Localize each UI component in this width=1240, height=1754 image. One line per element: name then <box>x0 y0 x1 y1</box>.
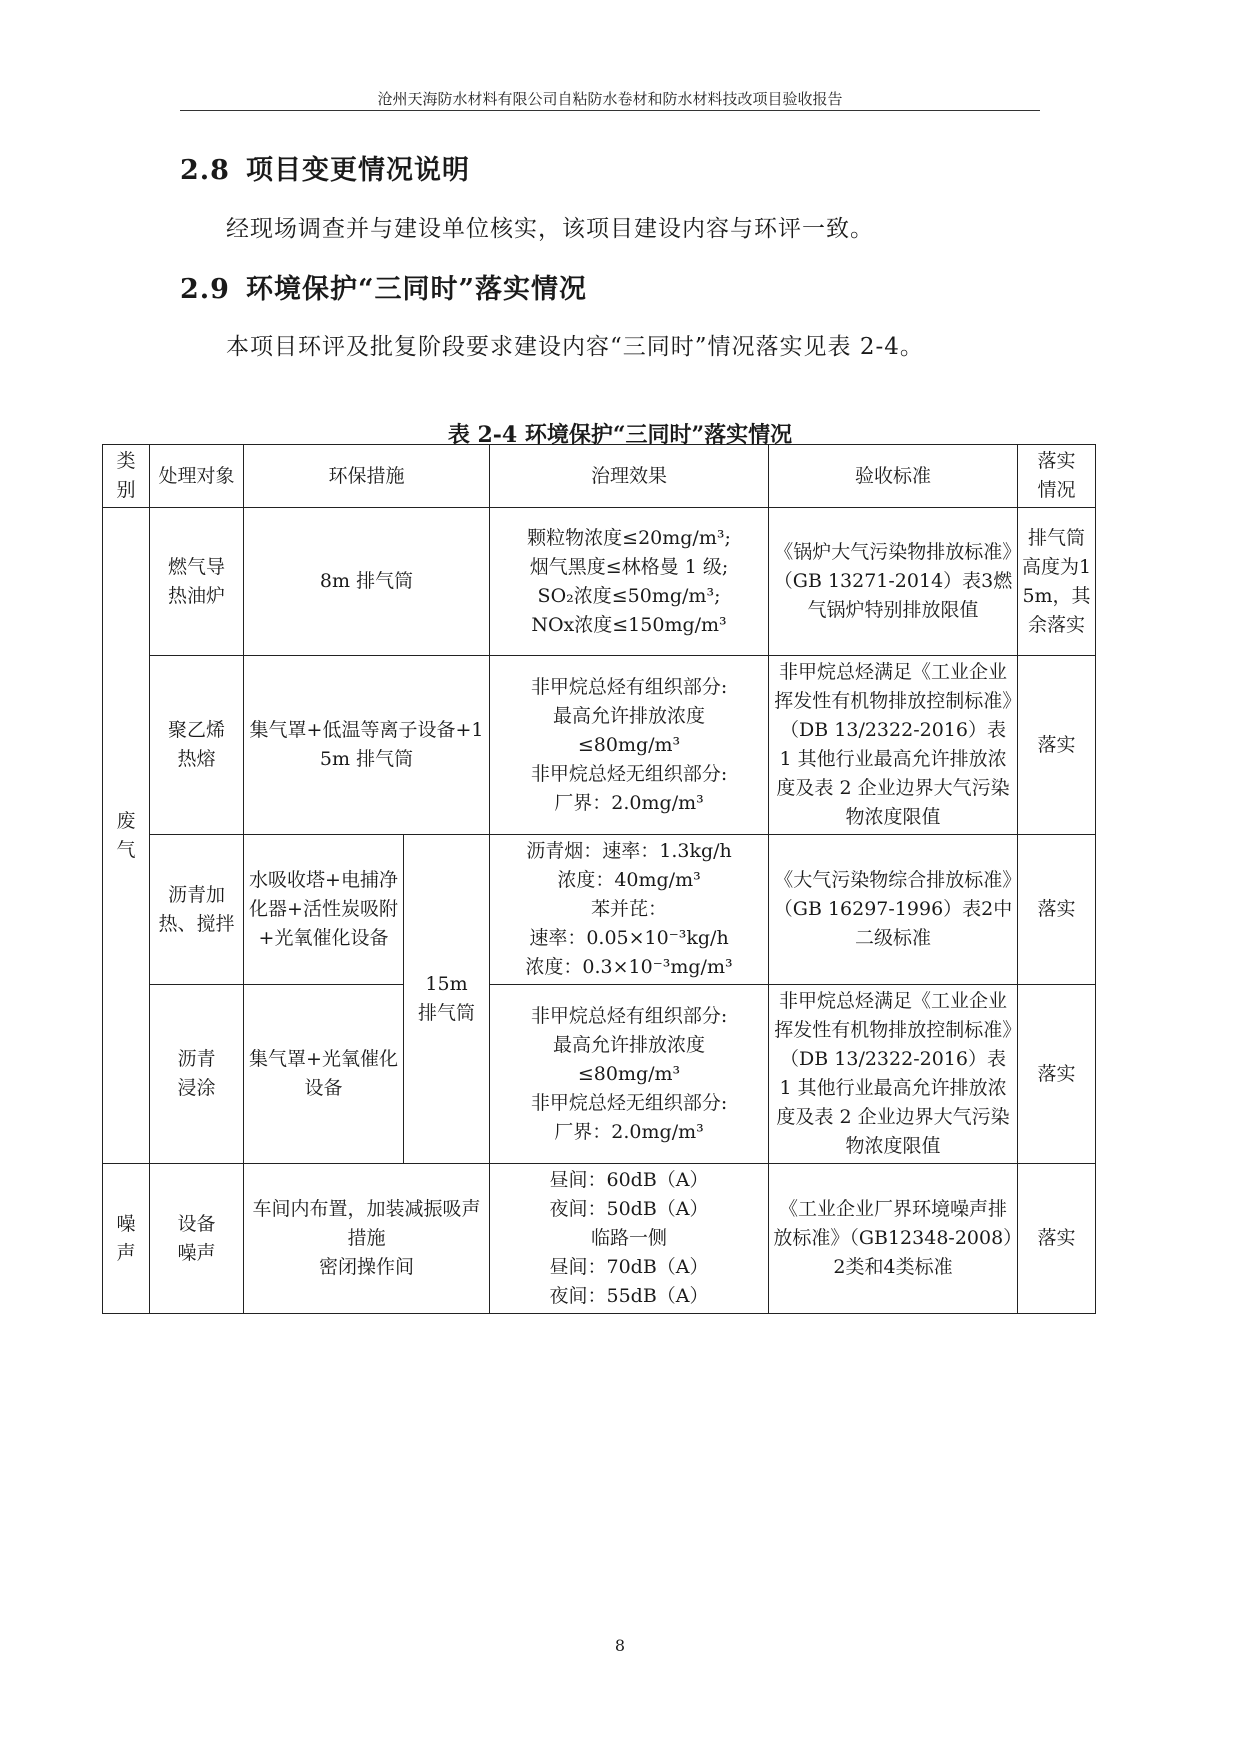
effect-cell: 沥青烟：速率：1.3kg/h 浓度：40mg/m³ 苯并芘： 速率：0.05×10⁻³kg/h 浓度：0.3×10⁻³mg/m³ <box>490 835 769 985</box>
effect-cell: 昼间：60dB（A） 夜间：50dB（A） 临路一侧 昼间：70dB（A） 夜间：55dB（A） <box>490 1164 769 1314</box>
section-number: 2.9 <box>180 274 230 305</box>
table-row <box>103 985 1096 1164</box>
standard-cell: 《工业企业厂界环境噪声排放标准》（GB12348-2008）2类和4类标准 <box>769 1164 1018 1314</box>
header-rule <box>180 110 1040 111</box>
standard-cell: 非甲烷总烃满足《工业企业挥发性有机物排放控制标准》（DB 13/2322-2016）表 1 其他行业最高允许排放浓度及表 2 企业边界大气污染物浓度限值 <box>769 656 1018 835</box>
table-row <box>103 508 1096 656</box>
status-cell: 落实 <box>1018 656 1096 835</box>
table-header-row <box>103 445 1096 508</box>
measures-cell: 集气罩+低温等离子设备+15m 排气筒 <box>244 656 490 835</box>
section-title: 环境保护“三同时”落实情况 <box>245 274 588 305</box>
header-measures: 环保措施 <box>244 445 490 508</box>
effect-cell: 非甲烷总烃有组织部分: 最高允许排放浓度 ≤80mg/m³ 非甲烷总烃无组织部分: 厂界：2.0mg/m³ <box>490 656 769 835</box>
status-cell: 排气筒高度为15m，其余落实 <box>1018 508 1096 656</box>
page-number: 8 <box>614 1636 626 1655</box>
header-category: 类 别 <box>103 445 150 508</box>
standard-cell: 《锅炉大气污染物排放标准》（GB 13271-2014）表3燃气锅炉特别排放限值 <box>769 508 1018 656</box>
category-cell: 废 气 <box>103 508 150 1164</box>
status-cell: 落实 <box>1018 835 1096 985</box>
section-2-9-heading <box>180 267 587 306</box>
section-2-9-text: 本项目环评及批复阶段要求建设内容“三同时”情况落实见表 2-4。 <box>226 334 924 360</box>
object-cell: 设备 噪声 <box>150 1164 244 1314</box>
three-simultaneous-table <box>102 444 1096 1314</box>
table-row <box>103 656 1096 835</box>
measures-cell: 集气罩+光氧催化设备 <box>244 985 404 1164</box>
category-cell: 噪 声 <box>103 1164 150 1314</box>
measures-cell: 8m 排气筒 <box>244 508 490 656</box>
status-cell: 落实 <box>1018 1164 1096 1314</box>
section-2-8-heading <box>180 148 470 187</box>
header-status: 落实 情况 <box>1018 445 1096 508</box>
object-cell: 沥青加 热、搅拌 <box>150 835 244 985</box>
running-header: 沧州天海防水材料有限公司自粘防水卷材和防水材料技改项目验收报告 <box>377 90 843 108</box>
object-cell: 燃气导 热油炉 <box>150 508 244 656</box>
stack-cell: 15m 排气筒 <box>404 835 490 1164</box>
table-row <box>103 835 1096 985</box>
header-effect: 治理效果 <box>490 445 769 508</box>
object-cell: 沥青 浸涂 <box>150 985 244 1164</box>
section-title: 项目变更情况说明 <box>245 155 470 186</box>
measures-cell: 水吸收塔+电捕净化器+活性炭吸附+光氧催化设备 <box>244 835 404 985</box>
section-number: 2.8 <box>180 155 230 186</box>
table-caption: 表 2-4 环境保护“三同时”落实情况 <box>447 422 793 448</box>
effect-cell: 非甲烷总烃有组织部分: 最高允许排放浓度 ≤80mg/m³ 非甲烷总烃无组织部分: 厂界：2.0mg/m³ <box>490 985 769 1164</box>
effect-cell: 颗粒物浓度≤20mg/m³; 烟气黑度≤林格曼 1 级; SO₂浓度≤50mg/m³; NOx浓度≤150mg/m³ <box>490 508 769 656</box>
header-object: 处理对象 <box>150 445 244 508</box>
status-cell: 落实 <box>1018 985 1096 1164</box>
section-2-8-text: 经现场调查并与建设单位核实，该项目建设内容与环评一致。 <box>226 216 874 242</box>
measures-cell: 车间内布置，加装减振吸声措施 密闭操作间 <box>244 1164 490 1314</box>
table-row <box>103 1164 1096 1314</box>
object-cell: 聚乙烯 热熔 <box>150 656 244 835</box>
header-standard: 验收标准 <box>769 445 1018 508</box>
standard-cell: 非甲烷总烃满足《工业企业挥发性有机物排放控制标准》（DB 13/2322-2016）表 1 其他行业最高允许排放浓度及表 2 企业边界大气污染物浓度限值 <box>769 985 1018 1164</box>
standard-cell: 《大气污染物综合排放标准》（GB 16297-1996）表2中二级标准 <box>769 835 1018 985</box>
